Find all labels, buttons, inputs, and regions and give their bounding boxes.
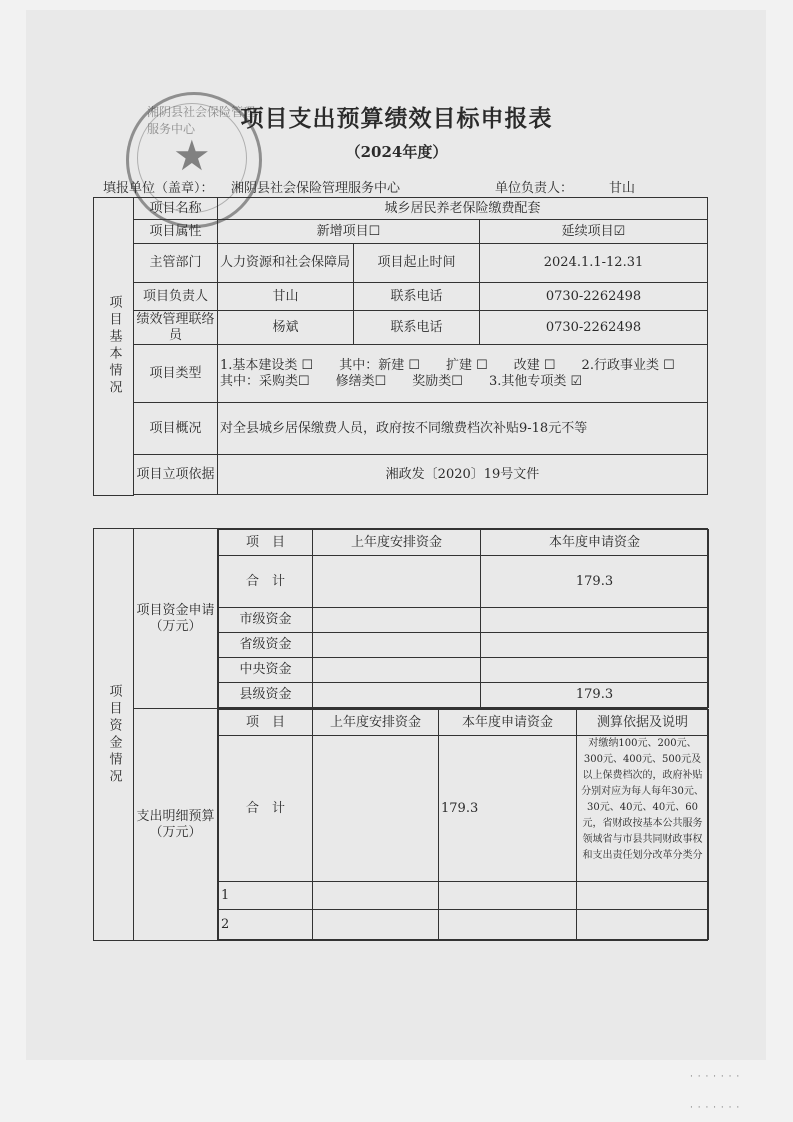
fund-total-label: 合 计 bbox=[219, 556, 313, 608]
detail-total-label: 合 计 bbox=[219, 736, 313, 882]
attr-label: 项目属性 bbox=[134, 220, 218, 244]
overview-value: 对全县城乡居保缴费人员，政府按不同缴费档次补贴9-18元不等 bbox=[218, 403, 708, 455]
fund-central: 中央资金 bbox=[219, 658, 313, 683]
star-icon: ★ bbox=[173, 131, 211, 180]
type-value: 1.基本建设类 ☐ 其中：新建 ☐ 扩建 ☐ 改建 ☐ 2.行政事业类 ☐ 其中：采购类☐ 修缮类☐ 奖励类☐ 3.其他专项类 ☑ bbox=[218, 345, 708, 403]
fund-col-item: 项 目 bbox=[219, 530, 313, 556]
section-basic: 项目基本情况 bbox=[94, 198, 134, 496]
phone-label: 联系电话 bbox=[354, 283, 480, 311]
section-fund: 项目资金情况 bbox=[94, 529, 134, 941]
detail-basis-text: 对缴纳100元、200元、300元、400元、500元及以上保费档次的，政府补贴分别对应为每人每年30元、30元、40元、40元、60元，省财政按基本公共服务领域省与市县共同财政事权和支出责任划分改革分类分 bbox=[577, 736, 709, 882]
phone2-value: 0730-2262498 bbox=[480, 311, 708, 345]
phone2-label: 联系电话 bbox=[354, 311, 480, 345]
detail-subtable bbox=[218, 709, 709, 940]
scan-dots-2: · · · · · · · bbox=[690, 1103, 741, 1113]
leader-value: 甘山 bbox=[609, 181, 636, 196]
seal-text: 湘阴县社会保险管理服务中心 bbox=[147, 105, 256, 136]
fill-unit-label: 填报单位（盖章）： bbox=[103, 181, 214, 196]
fund-table bbox=[93, 528, 708, 941]
owner-value: 甘山 bbox=[218, 283, 354, 311]
dept-value: 人力资源和社会保障局 bbox=[218, 244, 354, 283]
fill-unit-value: 湘阴县社会保险管理服务中心 bbox=[231, 181, 401, 196]
period-value: 2024.1.1-12.31 bbox=[480, 244, 708, 283]
detail-col-this: 本年度申请资金 bbox=[439, 710, 577, 736]
detail-col-last: 上年度安排资金 bbox=[313, 710, 439, 736]
detail-row-1: 1 bbox=[219, 882, 313, 910]
detail-total-value: 179.3 bbox=[439, 736, 577, 882]
phone-value: 0730-2262498 bbox=[480, 283, 708, 311]
period-label: 项目起止时间 bbox=[354, 244, 480, 283]
fund-total-value: 179.3 bbox=[481, 556, 709, 608]
page-subtitle: （2024年度） bbox=[345, 143, 448, 161]
attr-new: 新增项目☐ bbox=[218, 220, 480, 244]
detail-col-basis: 测算依据及说明 bbox=[577, 710, 709, 736]
fund-col-this: 本年度申请资金 bbox=[481, 530, 709, 556]
fund-county: 县级资金 bbox=[219, 683, 313, 708]
budget-table bbox=[93, 197, 708, 496]
leader-label: 单位负责人： bbox=[495, 181, 574, 196]
name-label: 项目名称 bbox=[134, 198, 218, 220]
name-value: 城乡居民养老保险缴费配套 bbox=[218, 198, 708, 220]
type-label: 项目类型 bbox=[134, 345, 218, 403]
fund-apply-label: 项目资金申请（万元） bbox=[134, 529, 218, 709]
page-title: 项目支出预算绩效目标申报表 bbox=[240, 106, 553, 132]
fund-city: 市级资金 bbox=[219, 608, 313, 633]
scan-dots: · · · · · · · bbox=[690, 1072, 741, 1082]
detail-col-item: 项 目 bbox=[219, 710, 313, 736]
detail-row-2: 2 bbox=[219, 910, 313, 940]
overview-label: 项目概况 bbox=[134, 403, 218, 455]
fund-province: 省级资金 bbox=[219, 633, 313, 658]
perf-value: 杨斌 bbox=[218, 311, 354, 345]
fund-county-value: 179.3 bbox=[481, 683, 709, 708]
perf-label: 绩效管理联络员 bbox=[134, 311, 218, 345]
basis-label: 项目立项依据 bbox=[134, 455, 218, 495]
fund-col-last: 上年度安排资金 bbox=[313, 530, 481, 556]
fund-subtable bbox=[218, 529, 709, 708]
basis-value: 湘政发〔2020〕19号文件 bbox=[218, 455, 708, 495]
attr-continue: 延续项目☑ bbox=[480, 220, 708, 244]
detail-label: 支出明细预算（万元） bbox=[134, 709, 218, 941]
owner-label: 项目负责人 bbox=[134, 283, 218, 311]
dept-label: 主管部门 bbox=[134, 244, 218, 283]
